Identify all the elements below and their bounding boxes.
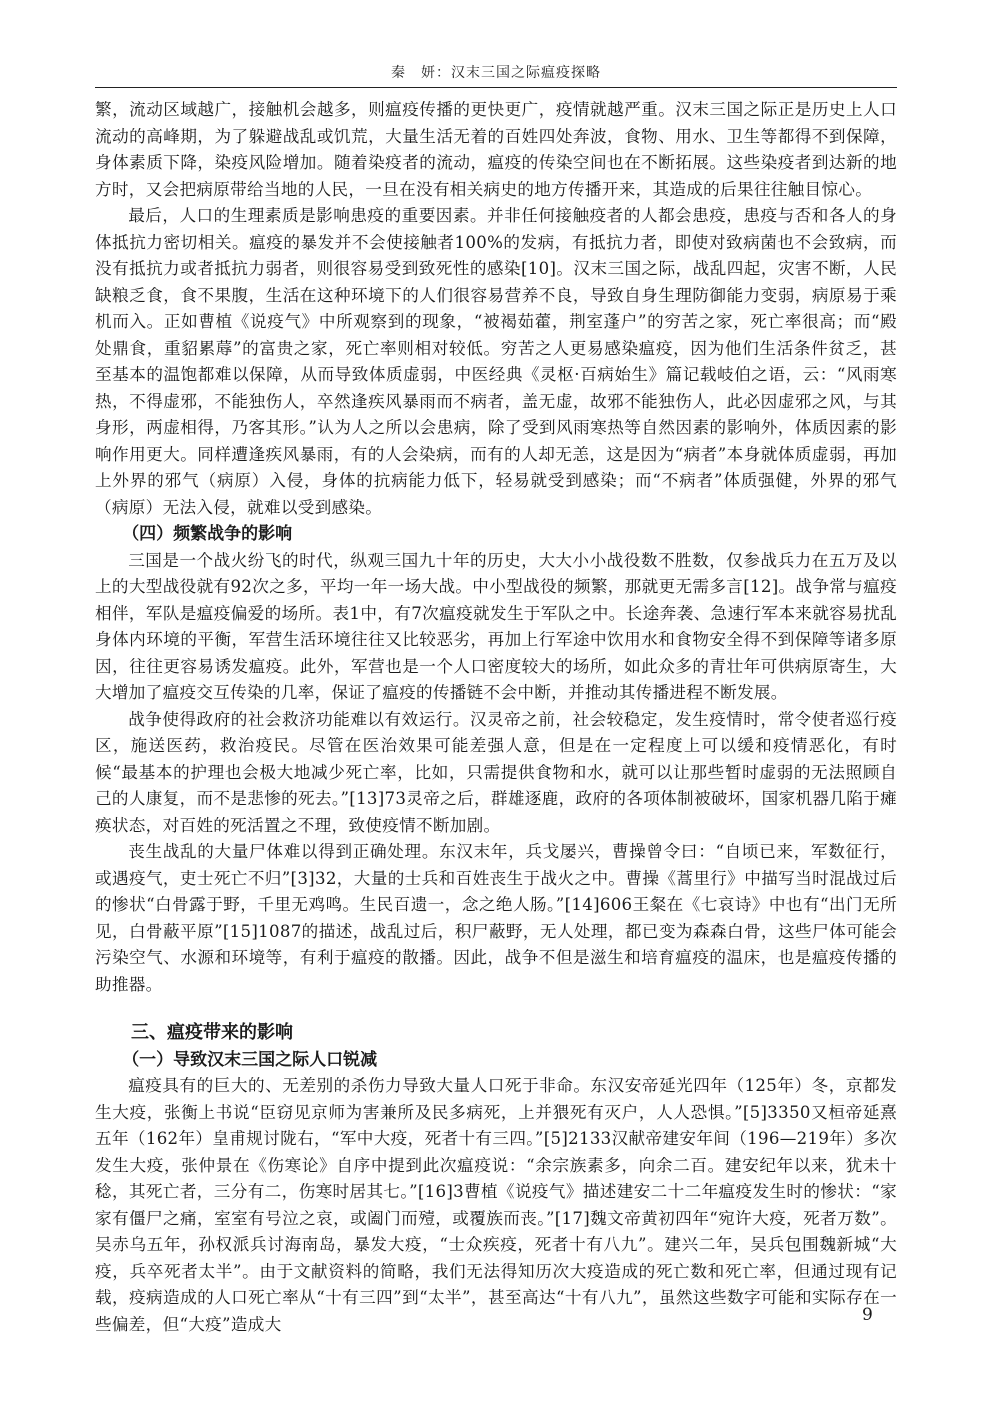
subheading-war-impact: （四）频繁战争的影响 — [122, 524, 293, 544]
article-body — [95, 97, 897, 1338]
section-heading-effects: 三、瘟疫带来的影响 — [131, 1022, 293, 1043]
paragraph-war-corpses: 丧生战乱的大量尸体难以得到正确处理。东汉末年，兵戈屡兴，曹操曾令曰：“自顷已来，军数征行，或遇疫气，吏士死亡不归”[3]32，大量的士兵和百姓丧生于战火之中。曹操《蒿里行》中描写当时混战过后的惨状“白骨露于野，千里无鸡鸣。生民百遗一，念之绝人肠。”[14]606王粲在《七哀诗》中也有“出门无所见，白骨蔽平原”[15]1087的描述，战乱过后，积尸蔽野，无人处理，都已变为森森白骨，这些尸体可能会污染空气、水源和环境等，有利于瘟疫的散播。因此，战争不但是滋生和培育瘟疫的温床，也是瘟疫传播的助推器。 — [95, 842, 897, 994]
paragraph-war-relief: 战争使得政府的社会救济功能难以有效运行。汉灵帝之前，社会较稳定，发生疫情时，常令使者巡行疫区，施送医药，救治疫民。尽管在医治效果可能差强人意，但是在一定程度上可以缓和疫情恶化，有时候“最基本的护理也会极大地减少死亡率，比如，只需提供食物和水，就可以让那些暂时虚弱的无法照顾自己的人康复，而不是悲惨的死去。”[13]73灵帝之后，群雄逐鹿，政府的各项体制被破坏，国家机器几陷于瘫痪状态，对百姓的死活置之不理，致使疫情不断加剧。 — [95, 709, 897, 835]
paragraph-continuation: 繁，流动区域越广，接触机会越多，则瘟疫传播的更快更广，疫情就越严重。汉末三国之际正是历史上人口流动的高峰期，为了躲避战乱或饥荒，大量生活无着的百姓四处奔波，食物、用水、卫生等都得不到保障，身体素质下降，染疫风险增加。随着染疫者的流动，瘟疫的传染空间也在不断拓展。这些染疫者到达新的地方时，又会把病原带给当地的人民，一旦在没有相关病史的地方传播开来，其造成的后果往往触目惊心。 — [95, 100, 897, 199]
paragraph-war-battles: 三国是一个战火纷飞的时代，纵观三国九十年的历史，大大小小战役数不胜数，仅参战兵力在五万及以上的大型战役就有92次之多，平均一年一场大战。中小型战役的频繁，那就更无需多言[12]。战争常与瘟疫相伴，军队是瘟疫偏爱的场所。表1中，有7次瘟疫就发生于军队之中。长途奔袭、急速行军本来就容易扰乱身体内环境的平衡，军营生活环境往往又比较恶劣，再加上行军途中饮用水和食物安全得不到保障等诸多原因，往往更容易诱发瘟疫。此外，军营也是一个人口密度较大的场所，如此众多的青壮年可供病原寄生，大大增加了瘟疫交互传染的几率，保证了瘟疫的传播链不会中断，并推动其传播进程不断发展。 — [95, 550, 897, 702]
header-rule — [95, 87, 897, 88]
paragraph-population: 瘟疫具有的巨大的、无差别的杀伤力导致大量人口死于非命。东汉安帝延光四年（125年）冬，京都发生大疫，张衡上书说“臣窃见京师为害兼所及民多病死，上并猥死有灭户，人人恐惧。”[5]3350又桓帝延熹五年（162年）皇甫规讨陇右，“军中大疫，死者十有三四。”[5]2133汉献帝建安年间（196—219年）多次发生大疫，张仲景在《伤寒论》自序中提到此次瘟疫说：“余宗族素多，向余二百。建安纪年以来，犹未十稔，其死亡者，三分有二，伤寒时居其七。”[16]3曹植《说疫气》描述建安二十二年瘟疫发生时的惨状：“家家有僵尸之痛，室室有号泣之哀，或阖门而殪，或覆族而丧。”[17]魏文帝黄初四年“宛许大疫，死者万数”。吴赤乌五年，孙权派兵讨海南岛，暴发大疫，“士众疾疫，死者十有八九”。建兴二年，吴兵包围魏新城“大疫，兵卒死者太半”。由于文献资料的简略，我们无法得知历次大疫造成的死亡数和死亡率，但通过现有记载，疫病造成的人口死亡率从“十有三四”到“太半”，甚至高达“十有八九”，虽然这些数字可能和实际存在一些偏差，但“大疫”造成大 — [95, 1076, 897, 1334]
running-header: 秦 妍：汉末三国之际瘟疫探略 — [391, 65, 601, 81]
subheading-population-decline: （一）导致汉末三国之际人口锐减 — [122, 1049, 378, 1070]
paragraph-physiology: 最后，人口的生理素质是影响患疫的重要因素。并非任何接触疫者的人都会患疫，患疫与否和各人的身体抵抗力密切相关。瘟疫的暴发并不会使接触者100%的发病，有抵抗力者，即使对致病菌也不会致病，而没有抵抗力或者抵抗力弱者，则很容易受到致死性的感染[10]。汉末三国之际，战乱四起，灾害不断，人民缺粮乏食，食不果腹，生活在这种环境下的人们很容易营养不良，导致自身生理防御能力变弱，病原易于乘机而入。正如曹植《说疫气》中所观察到的现象，“被褐茹藿，荆室蓬户”的穷苦之家，死亡率很高；而“殿处鼎食，重貂累蓐”的富贵之家，死亡率则相对较低。穷苦之人更易感染瘟疫，因为他们生活条件贫乏，甚至基本的温饱都难以保障，从而导致体质虚弱，中医经典《灵枢·百病始生》篇记载岐伯之语，云：“风雨寒热，不得虚邪，不能独伤人，卒然逢疾风暴雨而不病者，盖无虚，故邪不能独伤人，此必因虚邪之风，与其身形，两虚相得，乃客其形。”认为人之所以会患病，除了受到风雨寒热等自然因素的影响外，体质因素的影响作用更大。同样遭逢疾风暴雨，有的人会染病，而有的人却无恙，这是因为“病者”本身就体质虚弱，再加上外界的邪气（病原）入侵，身体的抗病能力低下，轻易就受到感染；而“不病者”体质强健，外界的邪气（病原）无法入侵，就难以受到感染。 — [95, 206, 897, 517]
page-number: 9 — [862, 1305, 873, 1325]
